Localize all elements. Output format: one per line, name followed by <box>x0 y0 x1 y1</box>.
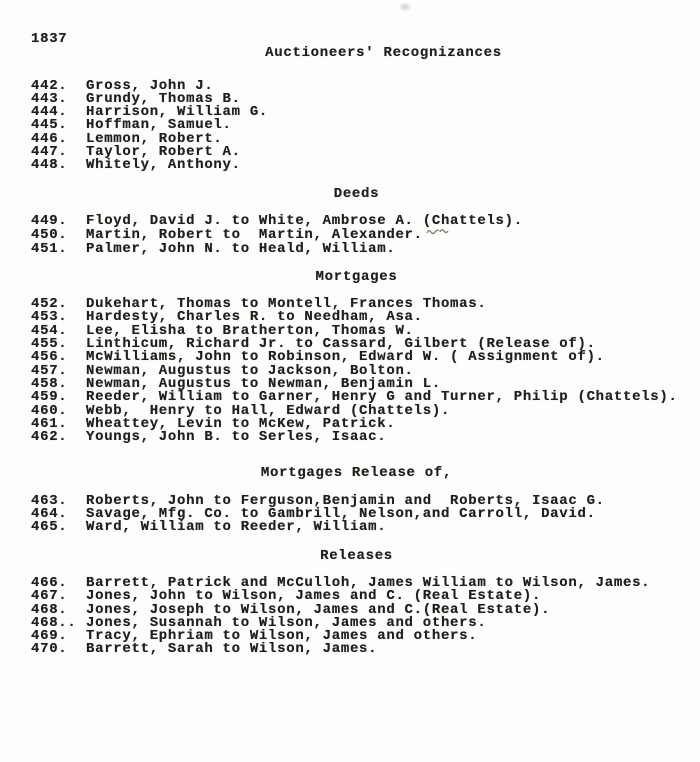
entry-text: Jones, Joseph to Wilson, James and C.(Real Estate). <box>86 601 551 618</box>
entry-text: Floyd, David J. to White, Ambrose A. (Chattels). <box>86 212 523 229</box>
section <box>31 47 682 172</box>
entry-text: Palmer, John N. to Heald, William. <box>86 240 396 257</box>
entry-number: 460. <box>31 402 68 419</box>
entry-number: 455. <box>31 336 68 353</box>
entry-text: Newman, Augustus to Jackson, Bolton. <box>86 362 414 379</box>
entry-text: Youngs, John B. to Serles, Isaac. <box>86 429 387 446</box>
entry-number: 444. <box>31 104 68 121</box>
entry-number: 453. <box>31 309 68 326</box>
entry-text: Jones, Susannah to Wilson, James and others. <box>86 614 487 631</box>
entry-number: 467. <box>31 588 68 605</box>
entry-text: Savage, Mfg. Co. to Gambrill, Nelson,and Carroll, David. <box>86 506 596 523</box>
entry-number: 461. <box>31 415 68 432</box>
entry-text: Whitely, Anthony. <box>86 157 241 174</box>
entry-number: 459. <box>31 389 68 406</box>
entry-text: Ward, William to Reeder, William. <box>86 519 387 536</box>
entry-text: Roberts, John to Ferguson,Benjamin and Roberts, Isaac G. <box>86 492 605 509</box>
year-label: 1837 <box>31 31 68 47</box>
list-item <box>31 159 682 172</box>
entry-number: 456. <box>31 349 68 366</box>
entry-text: Webb, Henry to Hall, Edward (Chattels). <box>86 402 451 419</box>
entry-number: 462. <box>31 429 68 446</box>
entry-text: Newman, Augustus to Newman, Benjamin L. <box>86 375 441 392</box>
entry-text: Wheattey, Levin to McKew, Patrick. <box>86 415 396 432</box>
entry-number: 446. <box>31 130 68 147</box>
entry-text: Reeder, William to Garner, Henry G and Turner, Philip (Chattels). <box>86 389 678 406</box>
entry-text: Barrett, Patrick and McCulloh, James William to Wilson, James. <box>86 574 651 591</box>
entry-number: 457. <box>31 362 68 379</box>
entry-number: 454. <box>31 322 68 339</box>
entry-text: McWilliams, John to Robinson, Edward W. ( Assignment of). <box>86 349 605 366</box>
entry-text: Barrett, Sarah to Wilson, James. <box>86 641 378 658</box>
section-heading: Auctioneers' Recognizances <box>265 45 502 62</box>
entry-list <box>31 212 682 257</box>
section-heading: Deeds <box>333 185 380 202</box>
entry-number: 470. <box>31 641 68 658</box>
list-item <box>31 521 682 534</box>
entry-number: 451. <box>31 240 68 257</box>
pen-mark-icon <box>426 226 450 236</box>
section <box>31 467 682 534</box>
entry-number: 469. <box>31 628 68 645</box>
entry-text: Taylor, Robert A. <box>86 144 241 161</box>
entry-number: 468. <box>31 601 68 618</box>
entry-number: 445. <box>31 117 68 134</box>
entry-text: Gross, John J. <box>86 77 214 94</box>
entry-number: 450. <box>31 227 68 244</box>
entry-text: Hoffman, Samuel. <box>86 117 232 134</box>
entry-list <box>31 298 682 444</box>
entry-number: 468.. <box>31 614 77 631</box>
entry-text: Lemmon, Robert. <box>86 130 223 147</box>
section <box>31 185 682 257</box>
entry-text: Dukehart, Thomas to Montell, Frances Thomas. <box>86 296 487 313</box>
entry-text: Linthicum, Richard Jr. to Cassard, Gilbert (Release of). <box>86 336 596 353</box>
entry-number: 443. <box>31 90 68 107</box>
entry-text: Tracy, Ephriam to Wilson, James and others. <box>86 628 478 645</box>
entry-number: 449. <box>31 212 68 229</box>
entry-number: 447. <box>31 144 68 161</box>
list-item <box>31 431 682 444</box>
list-item <box>31 643 682 656</box>
entry-text: Harrison, William G. <box>86 104 269 121</box>
entry-text: Jones, John to Wilson, James and C. (Real Estate). <box>86 588 542 605</box>
section <box>31 268 682 446</box>
entry-list <box>31 77 682 174</box>
entry-text: Hardesty, Charles R. to Needham, Asa. <box>86 309 423 326</box>
record-index <box>31 47 682 656</box>
section-heading: Mortgages <box>315 268 398 285</box>
entry-text: Martin, Robert to Martin, Alexander. <box>86 227 423 244</box>
entry-number: 442. <box>31 77 68 94</box>
entry-number: 448. <box>31 157 68 174</box>
entry-text: Lee, Elisha to Bratherton, Thomas W. <box>86 322 414 339</box>
entry-text: Grundy, Thomas B. <box>86 90 241 107</box>
entry-number: 464. <box>31 506 68 523</box>
section <box>31 547 682 658</box>
entry-number: 463. <box>31 492 68 509</box>
entry-list <box>31 574 682 658</box>
section-heading: Mortgages Release of, <box>260 465 453 482</box>
entry-list <box>31 492 682 536</box>
section-heading: Releases <box>320 547 393 564</box>
entry-number: 452. <box>31 296 68 313</box>
entry-number: 465. <box>31 519 68 536</box>
list-item <box>31 240 682 257</box>
entry-number: 466. <box>31 574 68 591</box>
entry-number: 458. <box>31 375 68 392</box>
